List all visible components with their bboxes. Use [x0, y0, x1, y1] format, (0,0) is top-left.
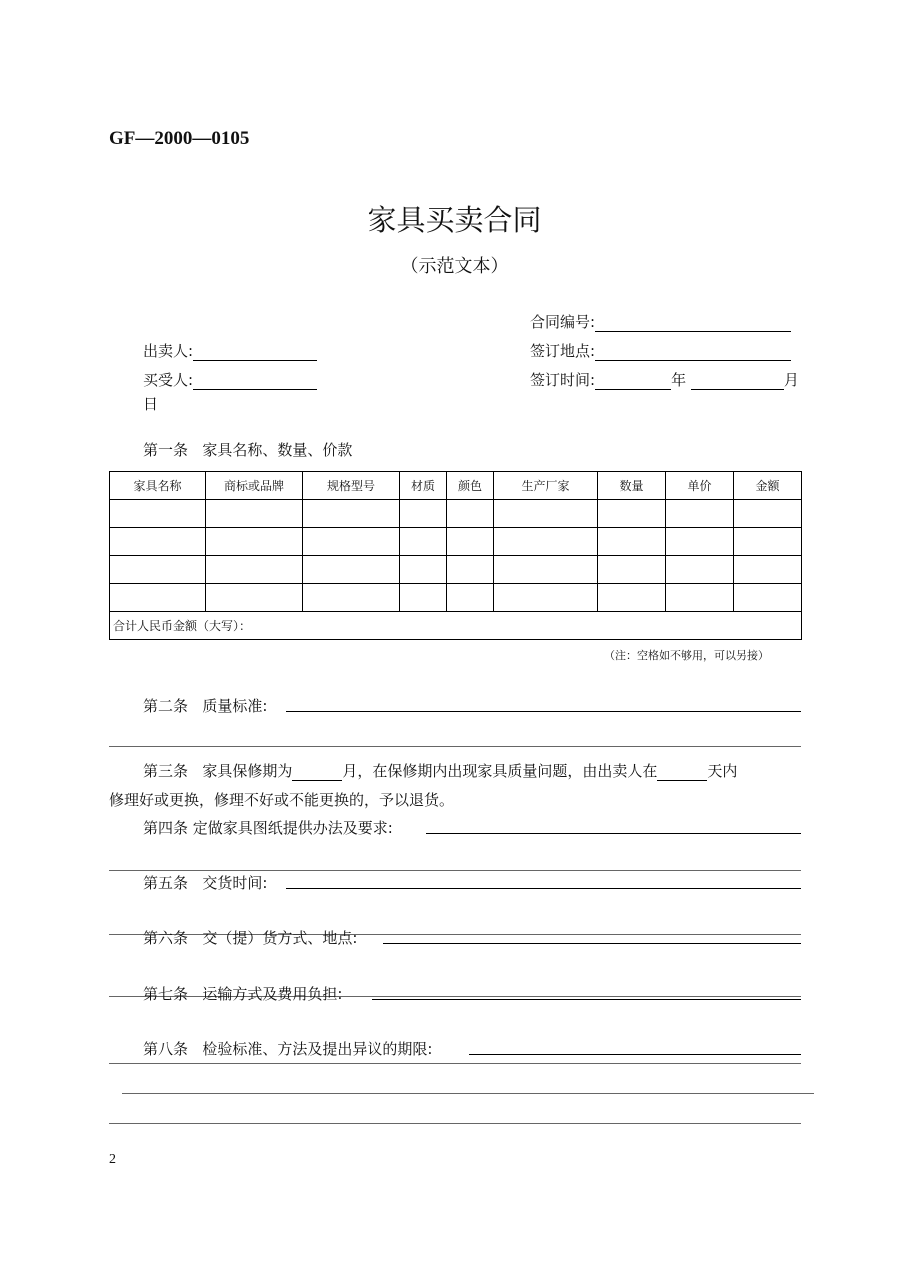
table-cell — [303, 500, 400, 528]
buyer-label: 买受人: — [143, 371, 194, 389]
table-cell — [303, 584, 400, 612]
article-4-label: 第四条 — [143, 819, 189, 837]
table-cell — [666, 556, 734, 584]
table-row — [110, 528, 802, 556]
article-1 — [143, 439, 352, 460]
separator-line — [109, 1123, 801, 1124]
article-6-text: 交（提）货方式、地点: — [202, 929, 358, 947]
article-6-label: 第六条 — [143, 929, 189, 947]
column-header: 材质 — [400, 472, 447, 500]
article-5-fill-line — [286, 888, 801, 889]
table-cell — [666, 584, 734, 612]
contract-number-line — [595, 315, 791, 332]
table-cell — [734, 500, 802, 528]
column-header: 单价 — [666, 472, 734, 500]
document-subtitle: （示范文本） — [400, 256, 509, 277]
column-header: 数量 — [598, 472, 666, 500]
article-2-fill-line — [286, 711, 801, 712]
article-7-label: 第七条 — [143, 985, 189, 1003]
table-total-row — [110, 612, 802, 640]
contract-number-label: 合同编号: — [530, 313, 596, 331]
table-cell — [400, 584, 447, 612]
sign-year-line — [595, 373, 671, 390]
article-1-label: 第一条 — [143, 441, 189, 459]
article-3-text-c: 天内 — [707, 762, 738, 780]
article-8-fill-line — [469, 1054, 801, 1055]
article-7 — [143, 983, 342, 1004]
table-cell — [447, 556, 494, 584]
table-cell — [206, 556, 303, 584]
table-cell — [598, 584, 666, 612]
seller-line — [193, 344, 317, 361]
article-3-label: 第三条 — [143, 762, 189, 780]
page-number: 2 — [109, 1152, 116, 1167]
table-cell — [494, 528, 598, 556]
table-cell — [494, 584, 598, 612]
table-cell — [598, 556, 666, 584]
table-cell — [734, 584, 802, 612]
document-title: 家具买卖合同 — [367, 203, 542, 237]
separator-line — [109, 746, 801, 747]
article-2-text: 质量标准: — [202, 697, 268, 715]
furniture-table — [109, 471, 802, 640]
article-3-text-b: 月，在保修期内出现家具质量问题，由出卖人在 — [342, 762, 658, 780]
column-header: 颜色 — [447, 472, 494, 500]
table-cell — [666, 528, 734, 556]
article-6 — [143, 927, 357, 948]
table-cell — [303, 556, 400, 584]
article-1-text: 家具名称、数量、价款 — [202, 441, 353, 459]
article-5-label: 第五条 — [143, 874, 189, 892]
month-label: 月 — [783, 371, 799, 389]
table-row — [110, 584, 802, 612]
table-cell — [734, 556, 802, 584]
sign-place-field — [530, 340, 791, 361]
column-header: 商标或品牌 — [206, 472, 303, 500]
table-cell — [206, 500, 303, 528]
article-4-text: 定做家具图纸提供办法及要求: — [192, 819, 393, 837]
year-label: 年 — [671, 371, 687, 389]
contract-number-field — [530, 311, 791, 332]
table-cell — [400, 528, 447, 556]
article-4 — [143, 817, 393, 838]
document-code: GF—2000—0105 — [109, 128, 250, 149]
repair-days-blank — [657, 765, 707, 781]
separator-line — [109, 1063, 801, 1064]
article-5 — [143, 872, 267, 893]
sign-place-line — [595, 344, 791, 361]
separator-line — [109, 870, 801, 871]
sign-time-field — [530, 369, 799, 390]
article-2-label: 第二条 — [143, 697, 189, 715]
article-4-fill-line — [426, 833, 801, 834]
table-cell — [400, 556, 447, 584]
article-5-text: 交货时间: — [202, 874, 268, 892]
separator-line — [122, 1093, 814, 1094]
table-header-row — [110, 472, 802, 500]
article-3-text-a: 家具保修期为 — [202, 762, 293, 780]
day-label: 日 — [143, 395, 159, 413]
table-cell — [110, 528, 206, 556]
column-header: 家具名称 — [110, 472, 206, 500]
table-row — [110, 500, 802, 528]
sign-month-line — [691, 373, 784, 390]
table-cell — [494, 556, 598, 584]
table-cell — [206, 584, 303, 612]
seller-label: 出卖人: — [143, 342, 194, 360]
table-cell — [494, 500, 598, 528]
table-cell — [447, 528, 494, 556]
article-7-text: 运输方式及费用负担: — [202, 985, 343, 1003]
table-cell — [734, 528, 802, 556]
table-note: （注：空格如不够用，可以另接） — [604, 649, 769, 662]
article-2 — [143, 695, 267, 716]
table-cell — [447, 500, 494, 528]
table-cell — [206, 528, 303, 556]
article-8-label: 第八条 — [143, 1040, 189, 1058]
table-cell — [400, 500, 447, 528]
sign-time-label: 签订时间: — [530, 371, 596, 389]
table-cell — [303, 528, 400, 556]
table-cell — [110, 584, 206, 612]
article-8 — [143, 1038, 432, 1059]
table-cell — [666, 500, 734, 528]
buyer-field — [143, 369, 317, 390]
table-cell — [598, 528, 666, 556]
article-6-fill-line — [383, 943, 801, 944]
article-8-text: 检验标准、方法及提出异议的期限: — [202, 1040, 433, 1058]
seller-field — [143, 340, 317, 361]
column-header: 规格型号 — [303, 472, 400, 500]
column-header: 金额 — [734, 472, 802, 500]
warranty-months-blank — [292, 765, 342, 781]
total-amount-label: 合计人民币金额（大写）： — [110, 612, 802, 640]
table-cell — [447, 584, 494, 612]
buyer-line — [193, 373, 317, 390]
table-cell — [110, 556, 206, 584]
table-row — [110, 556, 802, 584]
article-3-line-2: 修理好或更换，修理不好或不能更换的，予以退货。 — [109, 791, 455, 809]
article-7-fill-line — [372, 999, 801, 1000]
column-header: 生产厂家 — [494, 472, 598, 500]
sign-place-label: 签订地点: — [530, 342, 596, 360]
article-3-line-1 — [143, 760, 737, 781]
table-cell — [598, 500, 666, 528]
table-cell — [110, 500, 206, 528]
